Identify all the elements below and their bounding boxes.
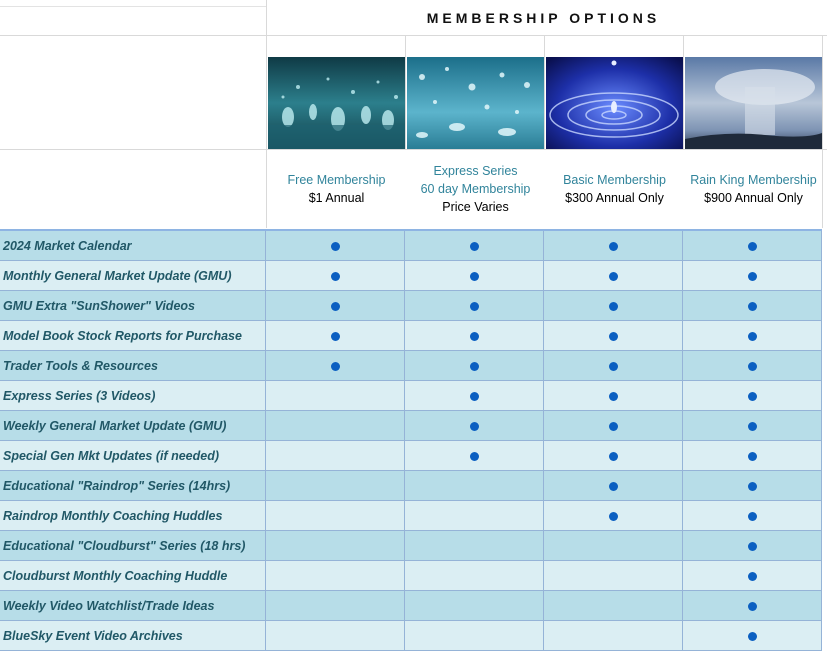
- included-dot-icon: [748, 632, 757, 641]
- feature-cell: [544, 501, 683, 530]
- feature-cell: [544, 531, 683, 560]
- feature-cell: [405, 231, 544, 260]
- water-ripple-image: [546, 57, 683, 149]
- feature-cell: [266, 471, 405, 500]
- feature-cell: [683, 621, 822, 650]
- included-dot-icon: [748, 362, 757, 371]
- table-row: [0, 411, 822, 441]
- plan-name: Basic Membership: [563, 173, 666, 187]
- feature-label: Express Series (3 Videos): [0, 381, 266, 410]
- feature-cell: [683, 561, 822, 590]
- feature-cell: [266, 321, 405, 350]
- feature-cell: [544, 381, 683, 410]
- feature-label: 2024 Market Calendar: [0, 231, 266, 260]
- feature-label: Model Book Stock Reports for Purchase: [0, 321, 266, 350]
- feature-cell: [683, 261, 822, 290]
- feature-cell: [266, 621, 405, 650]
- feature-cell: [683, 381, 822, 410]
- plan-header-row: [0, 150, 827, 228]
- plan-name: Free Membership: [287, 173, 386, 187]
- feature-cell: [405, 591, 544, 620]
- feature-cell: [683, 291, 822, 320]
- included-dot-icon: [609, 452, 618, 461]
- feature-label: GMU Extra "SunShower" Videos: [0, 291, 266, 320]
- feature-cell: [266, 231, 405, 260]
- feature-cell: [544, 321, 683, 350]
- feature-cell: [266, 441, 405, 470]
- included-dot-icon: [748, 422, 757, 431]
- feature-label: BlueSky Event Video Archives: [0, 621, 266, 650]
- table-row: [0, 471, 822, 501]
- rain-splash-image: [268, 57, 405, 149]
- feature-label: Trader Tools & Resources: [0, 351, 266, 380]
- feature-cell: [544, 411, 683, 440]
- included-dot-icon: [470, 392, 479, 401]
- image-row: [0, 35, 827, 150]
- table-row: [0, 561, 822, 591]
- table-row: [0, 501, 822, 531]
- feature-cell: [544, 291, 683, 320]
- table-row: [0, 621, 822, 651]
- feature-cell: [683, 231, 822, 260]
- feature-label: Monthly General Market Update (GMU): [0, 261, 266, 290]
- feature-cell: [544, 561, 683, 590]
- feature-cell: [405, 291, 544, 320]
- feature-cell: [405, 261, 544, 290]
- included-dot-icon: [470, 422, 479, 431]
- feature-label: Educational "Raindrop" Series (14hrs): [0, 471, 266, 500]
- plan-price: $900 Annual Only: [704, 191, 803, 205]
- included-dot-icon: [748, 572, 757, 581]
- included-dot-icon: [609, 362, 618, 371]
- plan-name: Express Series: [433, 164, 518, 178]
- included-dot-icon: [748, 452, 757, 461]
- included-dot-icon: [331, 242, 340, 251]
- included-dot-icon: [748, 302, 757, 311]
- plan-name-line2: 60 day Membership: [420, 182, 531, 196]
- feature-cell: [405, 471, 544, 500]
- included-dot-icon: [748, 392, 757, 401]
- included-dot-icon: [470, 362, 479, 371]
- included-dot-icon: [331, 302, 340, 311]
- included-dot-icon: [609, 512, 618, 521]
- gridline: [266, 35, 267, 149]
- feature-cell: [544, 621, 683, 650]
- table-row: [0, 231, 822, 261]
- included-dot-icon: [331, 332, 340, 341]
- plan-name: Rain King Membership: [690, 173, 817, 187]
- feature-cell: [683, 441, 822, 470]
- storm-cloud-image: [685, 57, 822, 149]
- feature-cell: [266, 501, 405, 530]
- included-dot-icon: [470, 242, 479, 251]
- included-dot-icon: [609, 392, 618, 401]
- feature-table: [0, 229, 822, 651]
- feature-cell: [544, 441, 683, 470]
- feature-cell: [266, 591, 405, 620]
- included-dot-icon: [470, 452, 479, 461]
- page-title: MEMBERSHIP OPTIONS: [426, 9, 661, 26]
- included-dot-icon: [748, 272, 757, 281]
- feature-cell: [683, 351, 822, 380]
- plan-price: $300 Annual Only: [565, 191, 664, 205]
- included-dot-icon: [609, 482, 618, 491]
- feature-label: Educational "Cloudburst" Series (18 hrs): [0, 531, 266, 560]
- gridline: [822, 35, 823, 149]
- plan-header-rain-king: [684, 150, 823, 228]
- feature-cell: [683, 591, 822, 620]
- feature-label: Weekly Video Watchlist/Trade Ideas: [0, 591, 266, 620]
- feature-cell: [683, 471, 822, 500]
- included-dot-icon: [609, 302, 618, 311]
- included-dot-icon: [609, 242, 618, 251]
- feature-cell: [405, 381, 544, 410]
- feature-cell: [405, 621, 544, 650]
- plan-header-express: [406, 150, 545, 228]
- table-row: [0, 591, 822, 621]
- rain-drops-image: [407, 57, 544, 149]
- table-row: [0, 321, 822, 351]
- feature-cell: [405, 351, 544, 380]
- feature-cell: [266, 531, 405, 560]
- included-dot-icon: [748, 542, 757, 551]
- gridline: [683, 35, 684, 149]
- included-dot-icon: [331, 362, 340, 371]
- included-dot-icon: [748, 512, 757, 521]
- feature-cell: [544, 471, 683, 500]
- feature-label: Cloudburst Monthly Coaching Huddle: [0, 561, 266, 590]
- included-dot-icon: [748, 482, 757, 491]
- table-row: [0, 291, 822, 321]
- table-row: [0, 381, 822, 411]
- feature-cell: [544, 351, 683, 380]
- gridline: [405, 35, 406, 149]
- included-dot-icon: [470, 302, 479, 311]
- included-dot-icon: [748, 242, 757, 251]
- feature-cell: [266, 381, 405, 410]
- feature-cell: [405, 321, 544, 350]
- feature-cell: [683, 411, 822, 440]
- gridline: [544, 35, 545, 149]
- feature-cell: [405, 411, 544, 440]
- feature-label: Weekly General Market Update (GMU): [0, 411, 266, 440]
- feature-cell: [266, 291, 405, 320]
- included-dot-icon: [470, 272, 479, 281]
- feature-cell: [405, 441, 544, 470]
- plan-header-basic: [545, 150, 684, 228]
- included-dot-icon: [748, 602, 757, 611]
- included-dot-icon: [609, 332, 618, 341]
- feature-cell: [544, 231, 683, 260]
- feature-cell: [266, 561, 405, 590]
- gridline: [0, 6, 266, 7]
- feature-cell: [683, 501, 822, 530]
- included-dot-icon: [470, 332, 479, 341]
- feature-label: Special Gen Mkt Updates (if needed): [0, 441, 266, 470]
- table-row: [0, 441, 822, 471]
- feature-cell: [266, 261, 405, 290]
- table-row: [0, 261, 822, 291]
- title-row: [0, 0, 827, 36]
- included-dot-icon: [331, 272, 340, 281]
- feature-cell: [405, 501, 544, 530]
- feature-cell: [544, 261, 683, 290]
- table-row: [0, 531, 822, 561]
- plan-price: $1 Annual: [308, 191, 365, 205]
- feature-cell: [683, 321, 822, 350]
- feature-cell: [544, 591, 683, 620]
- feature-cell: [405, 561, 544, 590]
- included-dot-icon: [748, 332, 757, 341]
- table-row: [0, 351, 822, 381]
- plan-price: Price Varies: [442, 200, 509, 214]
- plan-header-free: [267, 150, 406, 228]
- feature-label: Raindrop Monthly Coaching Huddles: [0, 501, 266, 530]
- feature-cell: [266, 351, 405, 380]
- included-dot-icon: [609, 272, 618, 281]
- feature-cell: [266, 411, 405, 440]
- feature-cell: [405, 531, 544, 560]
- feature-cell: [683, 531, 822, 560]
- included-dot-icon: [609, 422, 618, 431]
